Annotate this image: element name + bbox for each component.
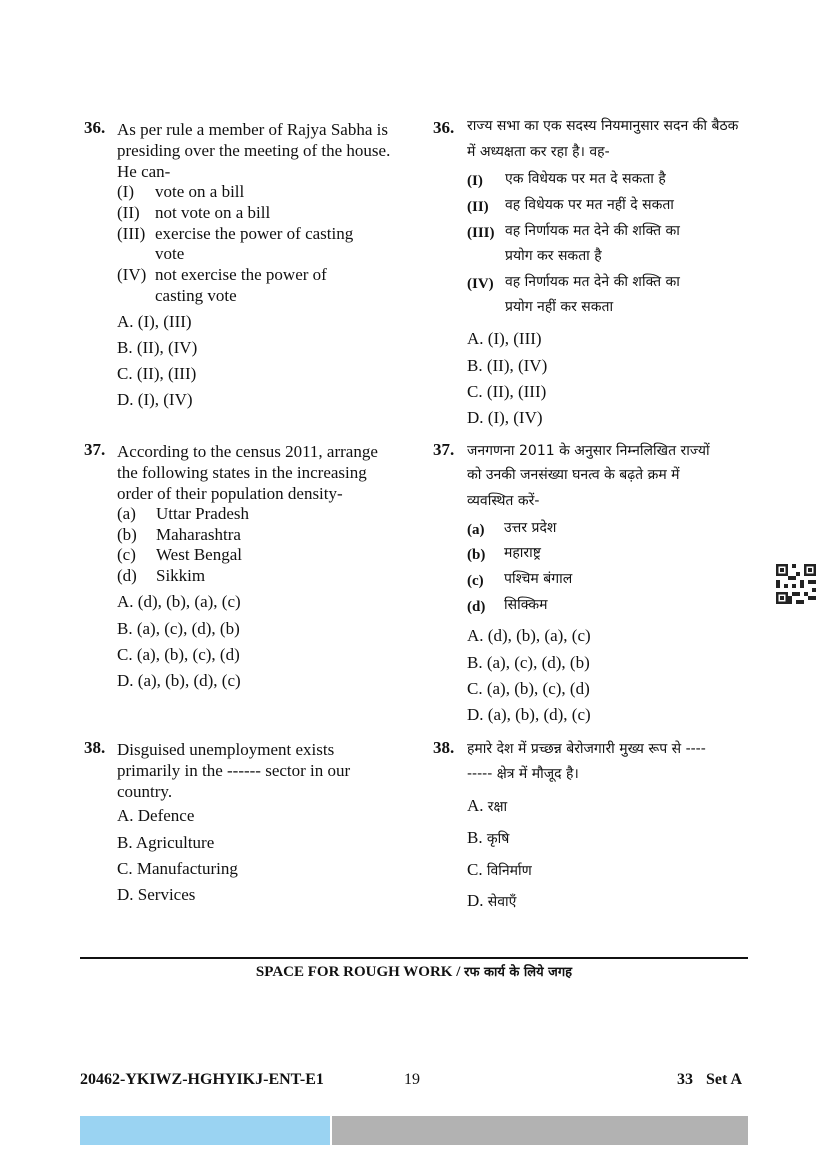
question-number: 36.: [84, 118, 106, 137]
question-stem-line: व्यवस्थित करें-: [467, 493, 540, 509]
statement: (III) वह निर्णायक मत देने की शक्ति का: [467, 223, 680, 241]
option-d: D. (I), (IV): [117, 390, 193, 409]
footer-bar-gray: [332, 1116, 748, 1145]
statement-continuation: vote: [155, 244, 185, 263]
option-a: A. (I), (III): [117, 312, 192, 331]
option-b: B. (II), (IV): [467, 356, 548, 375]
footer-bar-blue: [80, 1116, 330, 1145]
hindi-column: [433, 0, 749, 920]
statement: (IV) not exercise the power of: [117, 265, 327, 284]
option-c: C. (a), (b), (c), (d): [467, 679, 590, 698]
question-stem-line: को उनकी जनसंख्या घनत्व के बढ़ते क्रम में: [467, 467, 680, 483]
footer-number: 33: [677, 1071, 693, 1088]
question-stem-line: जनगणना 2011 के अनुसार निम्नलिखित राज्यों: [467, 443, 710, 459]
statement: (d) Sikkim: [117, 566, 206, 585]
question-number: 38.: [433, 738, 455, 757]
question-number: 37.: [84, 440, 106, 459]
option-a: A. Defence: [117, 806, 195, 825]
qr-code-icon: [776, 564, 816, 604]
set-label: Set A: [706, 1071, 742, 1088]
statement: (c) West Bengal: [117, 545, 242, 564]
statement-continuation: casting vote: [155, 286, 237, 305]
option-b: B. (a), (c), (d), (b): [467, 653, 590, 672]
question-stem: As per rule a member of Rajya Sabha is presiding over the meeting of the house. He can-: [117, 120, 391, 181]
option-d: D. (a), (b), (d), (c): [467, 705, 591, 724]
statement: (b) महाराष्ट्र: [467, 545, 541, 563]
statement: (a) Uttar Pradesh: [117, 504, 250, 523]
divider: [80, 957, 748, 959]
english-column: [84, 0, 404, 920]
option-a: A. रक्षा: [467, 796, 508, 815]
option-d: D. Services: [117, 885, 196, 904]
option-c: C. विनिर्माण: [467, 860, 532, 879]
option-d: D. (a), (b), (d), (c): [117, 671, 241, 690]
question-stem: According to the census 2011, arrange the following states in the increasing order of their population density-: [117, 442, 378, 503]
question-number: 36.: [433, 118, 455, 137]
option-a: A. (d), (b), (a), (c): [467, 626, 591, 645]
statement: (I) vote on a bill: [117, 182, 245, 201]
question-stem: राज्य सभा का एक सदस्य नियमानुसार सदन की बैठक में अध्यक्षता कर रहा है। वह-: [467, 118, 739, 160]
option-d: D. (I), (IV): [467, 408, 543, 427]
statement: (I) एक विधेयक पर मत दे सकता है: [467, 171, 666, 189]
option-b: B. (a), (c), (d), (b): [117, 619, 240, 638]
option-c: C. (a), (b), (c), (d): [117, 645, 240, 664]
footer-code: 20462-YKIWZ-HGHYIKJ-ENT-E1: [80, 1071, 324, 1088]
statement: (II) वह विधेयक पर मत नहीं दे सकता: [467, 197, 674, 215]
statement: (a) उत्तर प्रदेश: [467, 520, 557, 538]
option-d: D. सेवाएँ: [467, 891, 517, 910]
question-number: 37.: [433, 440, 455, 459]
statement: (b) Maharashtra: [117, 525, 241, 544]
statement: (d) सिक्किम: [467, 597, 548, 615]
statement: (III) exercise the power of casting: [117, 224, 354, 243]
option-b: B. कृषि: [467, 828, 510, 847]
statement: (IV) वह निर्णायक मत देने की शक्ति का: [467, 274, 680, 292]
option-c: C. Manufacturing: [117, 859, 238, 878]
page-number: 19: [404, 1071, 420, 1088]
statement: (II) not vote on a bill: [117, 203, 271, 222]
option-a: A. (d), (b), (a), (c): [117, 592, 241, 611]
statement: (c) पश्चिम बंगाल: [467, 571, 573, 589]
rough-work-label: SPACE FOR ROUGH WORK / रफ कार्य के लिये जगह: [255, 964, 573, 980]
statement-continuation: प्रयोग कर सकता है: [505, 248, 602, 264]
statement-continuation: प्रयोग नहीं कर सकता: [505, 299, 614, 315]
question-stem-line: ----- क्षेत्र में मौजूद है।: [467, 766, 579, 782]
question-number: 38.: [84, 738, 106, 757]
question-stem: Disguised unemployment exists primarily in the ------ sector in our country.: [117, 740, 351, 801]
question-stem-line: हमारे देश में प्रच्छन्न बेरोजगारी मुख्य रूप से ----: [467, 741, 706, 757]
option-c: C. (II), (III): [117, 364, 197, 383]
option-a: A. (I), (III): [467, 329, 542, 348]
option-c: C. (II), (III): [467, 382, 547, 401]
option-b: B. (II), (IV): [117, 338, 198, 357]
option-b: B. Agriculture: [117, 833, 215, 852]
